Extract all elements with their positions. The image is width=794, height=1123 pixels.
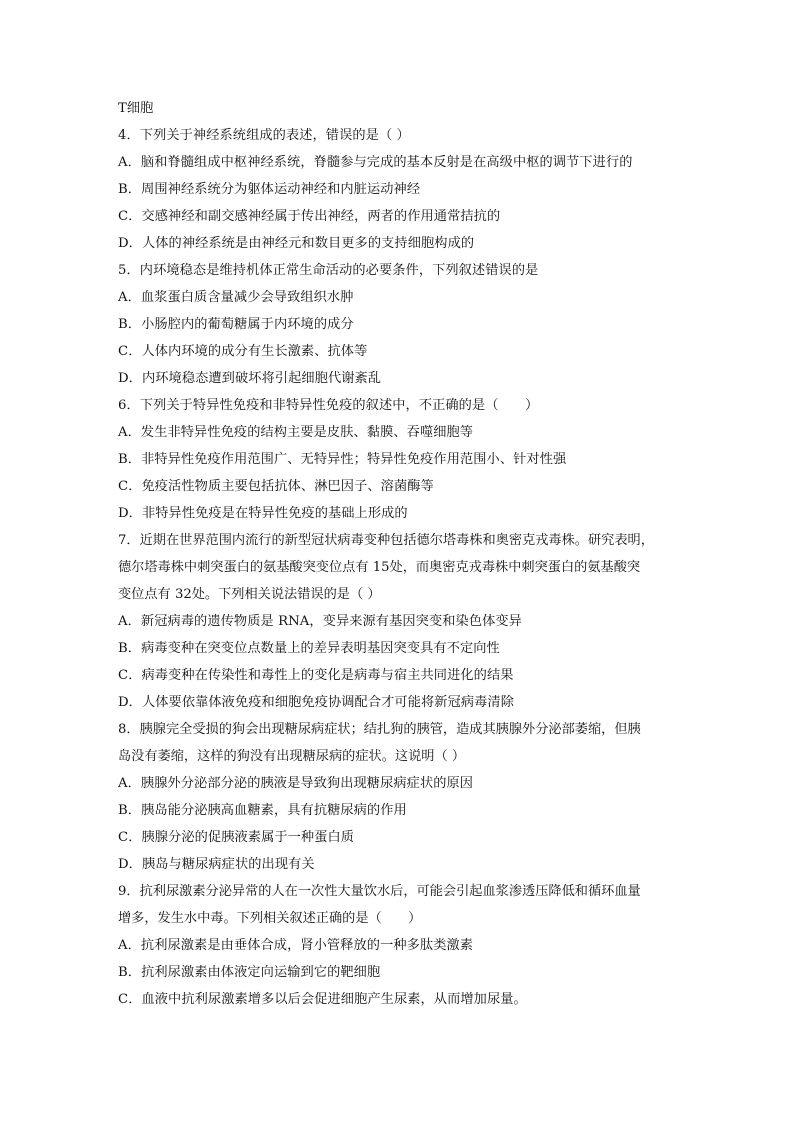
question-7-option-a: A．新冠病毒的遗传物质是 RNA，变异来源有基因突变和染色体变异 [118,614,522,629]
question-5-option-d: D．内环境稳态遭到破坏将引起细胞代谢紊乱 [118,371,382,386]
question-6-option-c: C．免疫活性物质主要包括抗体、淋巴因子、溶菌酶等 [118,479,434,494]
question-7-stem-line-3: 变位点有 32处。下列相关说法错误的是（ ） [118,587,381,602]
question-5-option-b: B．小肠腔内的葡萄糖属于内环境的成分 [118,317,354,332]
question-9-option-c: C．血液中抗利尿激素增多以后会促进细胞产生尿素，从而增加尿量。 [118,992,527,1007]
question-4-option-b: B．周围神经系统分为躯体运动神经和内脏运动神经 [118,182,421,197]
question-5-option-c: C．人体内环境的成分有生长激素、抗体等 [118,344,368,359]
question-9-option-a: A．抗利尿激素是由垂体合成，肾小管释放的一种多肽类激素 [118,938,474,953]
question-4-option-d: D．人体的神经系统是由神经元和数目更多的支持细胞构成的 [118,236,475,251]
question-8-option-c: C．胰腺分泌的促胰液素属于一种蛋白质 [118,830,355,845]
question-7-stem-line-1: 7．近期在世界范围内流行的新型冠状病毒变种包括德尔塔毒株和奥密克戎毒株。研究表明， [118,533,654,548]
question-8-option-a: A．胰腺外分泌部分泌的胰液是导致狗出现糖尿病症状的原因 [118,776,474,791]
question-8-option-b: B．胰岛能分泌胰高血糖素，具有抗糖尿病的作用 [118,803,407,818]
question-8-option-d: D．胰岛与糖尿病症状的出现有关 [118,857,315,872]
question-7-option-b: B．病毒变种在突变位点数量上的差异表明基因突变具有不定向性 [118,641,500,656]
question-4-option-c: C．交感神经和副交感神经属于传出神经，两者的作用通常拮抗的 [118,209,501,224]
question-9-stem-line-1: 9．抗利尿激素分泌异常的人在一次性大量饮水后，可能会引起血浆渗透压降低和循环血量 [118,884,641,899]
question-5-stem: 5．内环境稳态是维持机体正常生命活动的必要条件，下列叙述错误的是 [118,263,539,278]
question-7-option-d: D．人体要依靠体液免疫和细胞免疫协调配合才可能将新冠病毒清除 [118,695,515,710]
question-8-stem-line-1: 8．胰腺完全受损的狗会出现糖尿病症状；结扎狗的胰管，造成其胰腺外分泌部萎缩，但胰 [118,722,641,737]
question-6-stem: 6．下列关于特异性免疫和非特异性免疫的叙述中，不正确的是（ ） [118,398,539,413]
question-6-option-a: A．发生非特异性免疫的结构主要是皮肤、黏膜、吞噬细胞等 [118,425,474,440]
question-6-option-d: D．非特异性免疫是在特异性免疫的基础上形成的 [118,506,408,521]
question-9-option-b: B．抗利尿激素由体液定向运输到它的靶细胞 [118,965,381,980]
document-body [118,95,680,1013]
question-9-stem-line-2: 增多，发生水中毒。下列相关叙述正确的是（ ） [118,911,422,926]
text-line-prev-answer: T细胞 [118,101,154,116]
question-4-stem: 4．下列关于神经系统组成的表述，错误的是（ ） [118,128,410,143]
question-6-option-b: B．非特异性免疫作用范围广、无特异性；特异性免疫作用范围小、针对性强 [118,452,567,467]
question-5-option-a: A．血浆蛋白质含量减少会导致组织水肿 [118,290,354,305]
question-7-stem-line-2: 德尔塔毒株中刺突蛋白的氨基酸突变位点有 15处，而奥密克戎毒株中刺突蛋白的氨基酸突 [118,560,641,575]
question-7-option-c: C．病毒变种在传染性和毒性上的变化是病毒与宿主共同进化的结果 [118,668,514,683]
question-8-stem-line-2: 岛没有萎缩，这样的狗没有出现糖尿病的症状。这说明（ ） [118,749,466,764]
question-4-option-a: A．脑和脊髓组成中枢神经系统，脊髓参与完成的基本反射是在高级中枢的调节下进行的 [118,155,633,170]
